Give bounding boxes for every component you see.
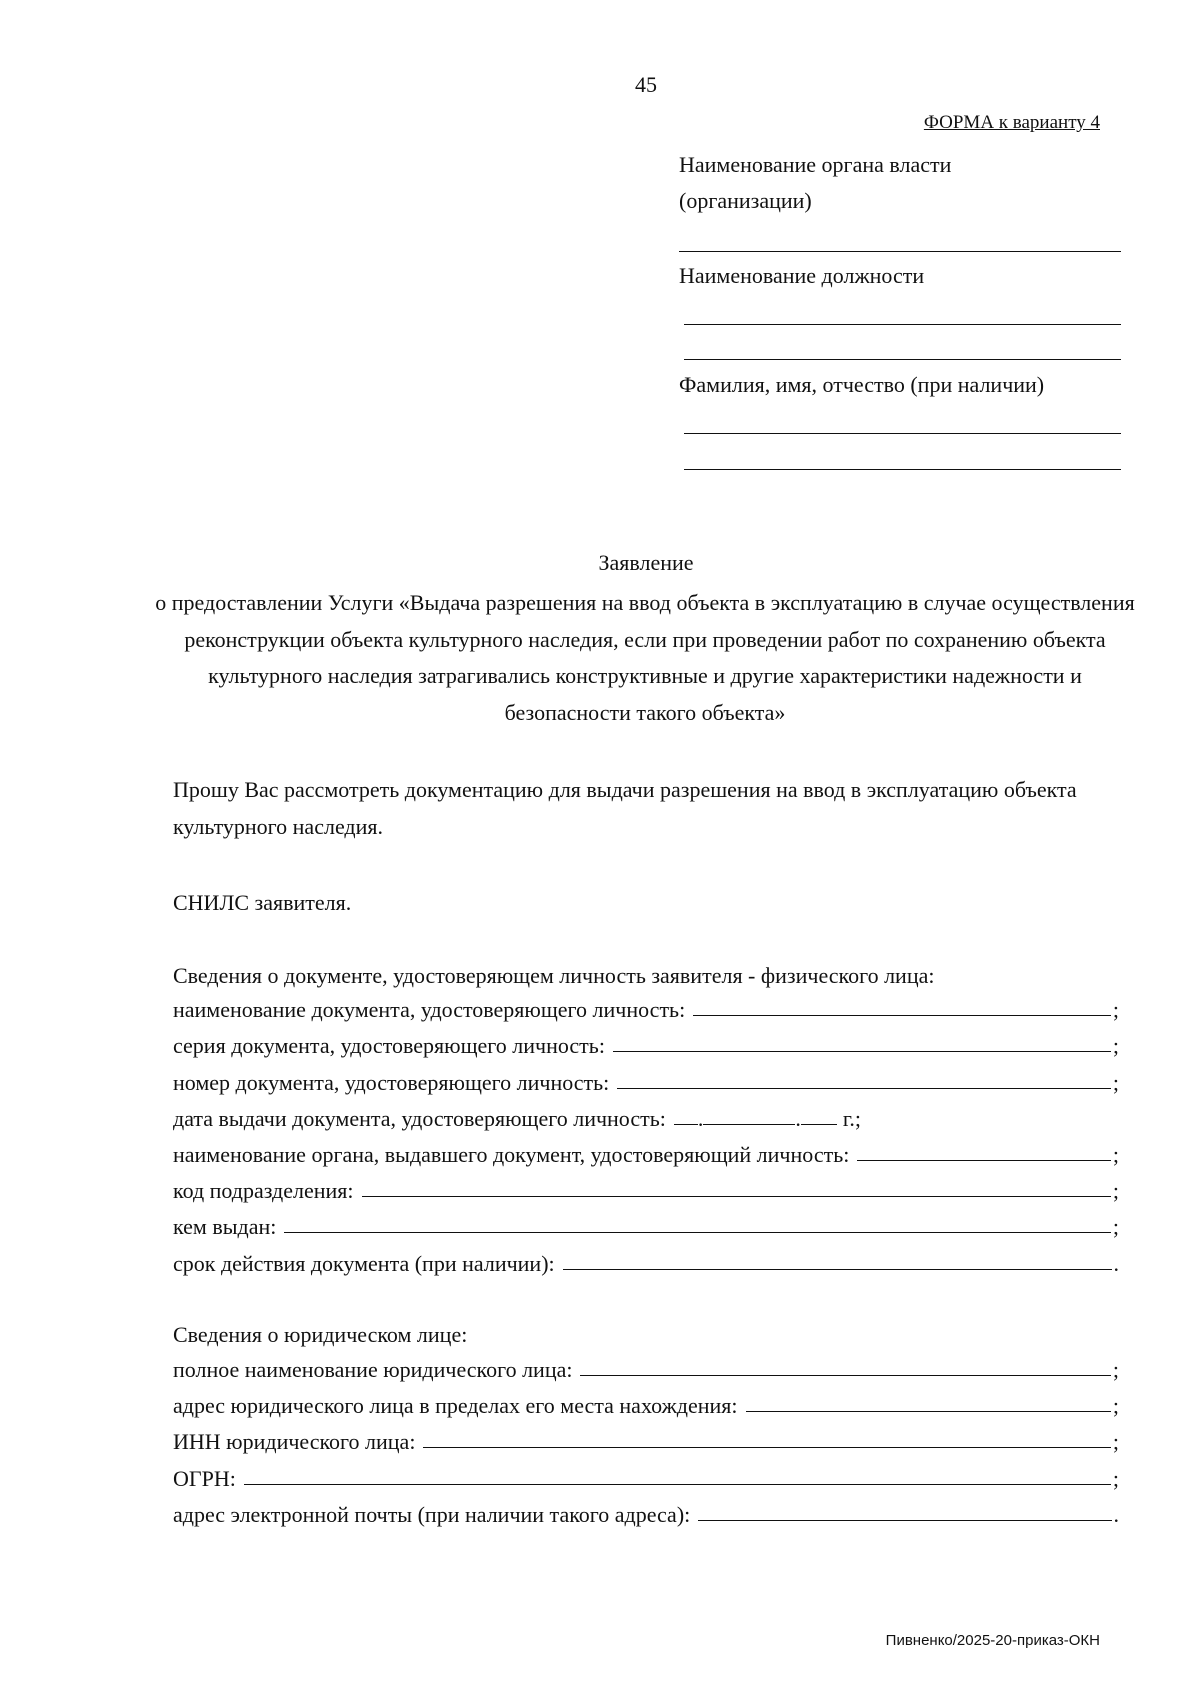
- legal-address-field[interactable]: [746, 1410, 1111, 1412]
- legal-address-row[interactable]: [173, 1385, 1119, 1419]
- organ-label-cont: (организации): [679, 188, 812, 213]
- issued-by-field[interactable]: [284, 1231, 1111, 1233]
- position-field-line-1[interactable]: [684, 324, 1121, 325]
- number-label: номер документа, удостоверяющего личность:: [173, 1070, 610, 1095]
- footer-reference: Пивненко/2025-20-приказ-ОКН: [885, 1632, 1100, 1649]
- series-label: серия документа, удостоверяющего личность:: [173, 1033, 605, 1058]
- issue-date-label: дата выдачи документа, удостоверяющего личность:: [173, 1106, 666, 1131]
- email-label: адрес электронной почты (при наличии такого адреса):: [173, 1502, 691, 1527]
- issued-by-row[interactable]: [173, 1206, 1119, 1240]
- doc-name-row[interactable]: [173, 989, 1119, 1023]
- period: .: [1113, 1251, 1119, 1276]
- legal-address-label: адрес юридического лица в пределах его места нахождения:: [173, 1393, 738, 1418]
- fio-label: Фамилия, имя, отчество (при наличии): [679, 372, 1045, 397]
- legal-name-field[interactable]: [580, 1374, 1110, 1376]
- semicolon: ;: [1112, 997, 1119, 1022]
- position-field-line-2[interactable]: [684, 359, 1121, 360]
- semicolon: ;: [1112, 1393, 1119, 1418]
- semicolon: ;: [1112, 1466, 1119, 1491]
- number-row[interactable]: [173, 1062, 1119, 1096]
- semicolon: ;: [1112, 1357, 1119, 1382]
- semicolon: ;: [1112, 1070, 1119, 1095]
- legal-name-label: полное наименование юридического лица:: [173, 1357, 573, 1382]
- semicolon: ;: [1112, 1214, 1119, 1239]
- inn-row[interactable]: [173, 1421, 1119, 1455]
- semicolon: ;: [1112, 1033, 1119, 1058]
- document-subject: о предоставлении Услуги «Выдача разрешения на ввод объекта в эксплуатацию в случае осуществления реконструкции объекта культурного наследия, если при проведении работ по сохранению объекта культурного наследия затрагивались конструктивные и другие характеристики надежности и безопасности такого объекта»: [155, 590, 1135, 725]
- date-dot: .: [795, 1106, 801, 1131]
- doc-name-label: наименование документа, удостоверяющего личность:: [173, 997, 686, 1022]
- doc-name-field[interactable]: [693, 1014, 1111, 1016]
- issuer-field[interactable]: [857, 1159, 1111, 1161]
- validity-label: срок действия документа (при наличии):: [173, 1251, 555, 1276]
- ogrn-field[interactable]: [244, 1483, 1111, 1485]
- document-title: Заявление: [598, 550, 694, 575]
- issue-year-field[interactable]: [801, 1123, 837, 1125]
- series-field[interactable]: [613, 1050, 1111, 1052]
- subdivision-field[interactable]: [362, 1195, 1111, 1197]
- organ-label: Наименование органа власти: [679, 152, 952, 177]
- position-label: Наименование должности: [679, 263, 925, 288]
- subdivision-row[interactable]: [173, 1170, 1119, 1204]
- ogrn-row[interactable]: [173, 1458, 1119, 1492]
- form-label: ФОРМА к варианту 4: [923, 112, 1100, 133]
- email-row[interactable]: [173, 1494, 1119, 1528]
- validity-row[interactable]: [173, 1243, 1119, 1277]
- request-paragraph: Прошу Вас рассмотреть документацию для выдачи разрешения на ввод в эксплуатацию объекта культурного наследия.: [173, 777, 1077, 839]
- issuer-label: наименование органа, выдавшего документ, удостоверяющий личность:: [173, 1142, 850, 1167]
- issue-date-row[interactable]: [173, 1098, 1119, 1132]
- legal-heading: Сведения о юридическом лице:: [173, 1322, 468, 1347]
- series-row[interactable]: [173, 1025, 1119, 1059]
- identity-heading: Сведения о документе, удостоверяющем личность заявителя - физического лица:: [173, 963, 935, 988]
- fio-field-line-1[interactable]: [684, 433, 1121, 434]
- semicolon: ;: [1112, 1429, 1119, 1454]
- year-suffix: г.;: [842, 1106, 862, 1131]
- inn-field[interactable]: [423, 1446, 1110, 1448]
- period: .: [1113, 1502, 1119, 1527]
- issue-day-field[interactable]: [674, 1123, 698, 1125]
- legal-name-row[interactable]: [173, 1349, 1119, 1383]
- validity-field[interactable]: [563, 1268, 1112, 1270]
- inn-label: ИНН юридического лица:: [173, 1429, 416, 1454]
- date-dot: .: [697, 1106, 704, 1131]
- email-field[interactable]: [698, 1519, 1111, 1521]
- issuer-row[interactable]: [173, 1134, 1119, 1168]
- subdivision-label: код подразделения:: [173, 1178, 354, 1203]
- issued-by-label: кем выдан:: [173, 1214, 277, 1239]
- page-number: 45: [635, 72, 657, 97]
- number-field[interactable]: [617, 1087, 1111, 1089]
- fio-field-line-2[interactable]: [684, 469, 1121, 470]
- snils-line: СНИЛС заявителя.: [173, 890, 352, 915]
- organ-field-line[interactable]: [679, 251, 1121, 252]
- issue-month-field[interactable]: [703, 1123, 795, 1125]
- semicolon: ;: [1112, 1178, 1119, 1203]
- ogrn-label: ОГРН:: [173, 1466, 236, 1491]
- semicolon: ;: [1112, 1142, 1119, 1167]
